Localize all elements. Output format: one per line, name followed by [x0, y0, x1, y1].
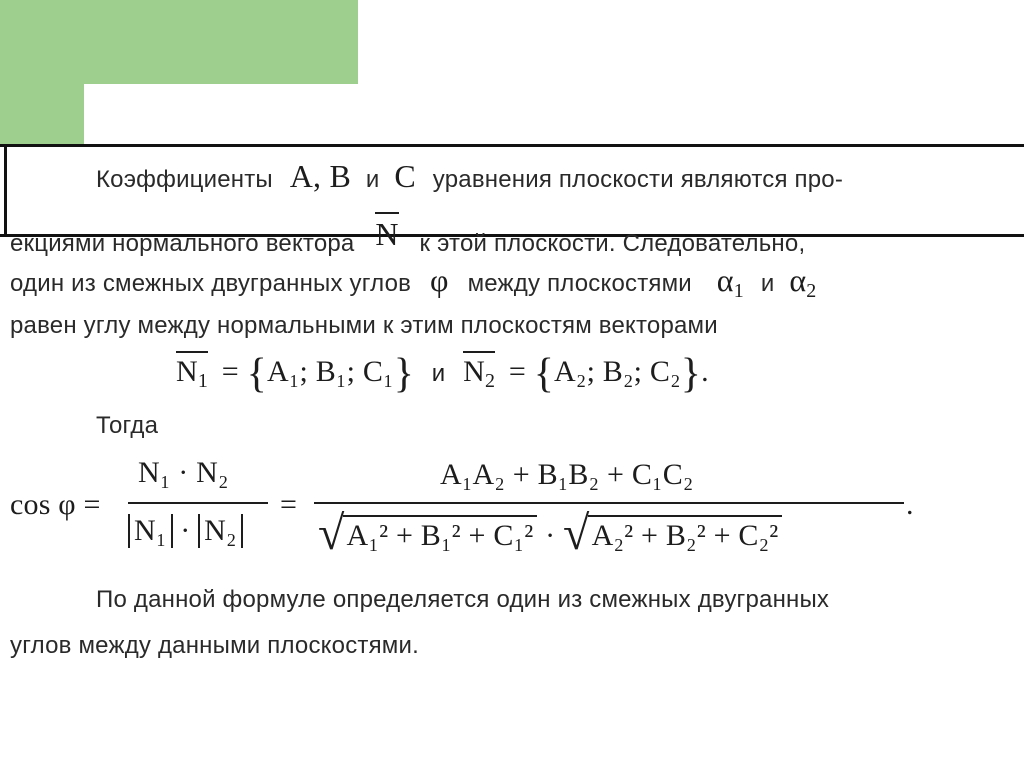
text-consequently: к этой плоскости. Следовательно, [419, 230, 806, 257]
vector-n1-sub: 1 [197, 370, 209, 392]
vector-n1-components: A₁; B₁; C₁ [266, 355, 394, 388]
math-alpha1: α [716, 262, 734, 298]
text-coefficients: Коэффициенты [96, 166, 273, 193]
period1: . [701, 355, 709, 388]
equals2: = [508, 355, 526, 388]
paragraph1-line3 [10, 262, 816, 303]
text-togda: Тогда [96, 412, 159, 439]
sqrt-arg-2: A₂² + B₂² + C₂² [588, 515, 783, 553]
paragraph2-line1: По данной формуле определяется один из смежных двугранных [96, 586, 830, 613]
math-alpha1-sub: 1 [733, 280, 744, 302]
sqrt-icon: √ [318, 507, 345, 560]
text-dihedral: один из смежных двугранных углов [10, 270, 412, 297]
formula-num1: N₁ · N₂ [138, 456, 229, 489]
brace-close-2: } [680, 351, 702, 397]
formula-den2 [318, 506, 782, 561]
paragraph1-line2 [10, 212, 805, 258]
math-c: C [394, 158, 416, 194]
text-between-planes: между плоскостями [467, 270, 692, 297]
abs-n1: N₁ [128, 514, 173, 548]
abs-n2: N₂ [198, 514, 243, 548]
vector-n1 [176, 351, 208, 393]
math-vector-n: N [375, 212, 398, 253]
equals-main: = [280, 488, 298, 521]
brace-open-1: { [246, 351, 267, 397]
sqrt-arg-1: A₁² + B₁² + C₁² [343, 515, 538, 553]
text-and2: и [760, 270, 775, 297]
frame-rule-top [0, 144, 1024, 147]
vector-n1-symbol: N [176, 355, 198, 388]
sqrt-icon: √ [563, 507, 590, 560]
vector-n2-sub: 2 [484, 370, 496, 392]
math-alpha2-sub: 2 [806, 280, 817, 302]
brace-open-2: { [533, 351, 555, 397]
text-and3: и [431, 360, 446, 387]
vector-n2-symbol: N [463, 355, 485, 388]
formula-num2: A₁A₂ + B₁B₂ + C₁C₂ [440, 458, 694, 491]
paragraph1-line4: равен углу между нормальными к этим плоскостям векторами [10, 312, 718, 339]
formula-lhs: cos φ = [10, 488, 101, 521]
vectors-line [176, 350, 709, 398]
brace-close-1: } [393, 351, 415, 397]
fraction-bar-2 [314, 502, 904, 504]
frame-rule-left [4, 144, 7, 237]
vector-n2-components: A₂; B₂; C₂ [554, 355, 681, 388]
math-alpha2: α [789, 262, 807, 298]
text-plane-eq: уравнения плоскости являются про- [432, 166, 844, 193]
fraction-bar-1 [128, 502, 268, 504]
math-ab: A, B [289, 158, 352, 194]
vector-n2 [463, 351, 495, 393]
paragraph1-line1 [96, 158, 843, 195]
dot-operator: · [180, 514, 191, 547]
math-phi: φ [430, 262, 449, 298]
text-normal-vector: екциями нормального вектора [10, 230, 355, 257]
text-and: и [365, 166, 380, 193]
dot-operator-2: · [545, 519, 556, 552]
paragraph2-line2: углов между данными плоскостями. [10, 632, 419, 659]
equals1: = [221, 355, 239, 388]
formula-end: . [906, 488, 914, 521]
formula-den1 [128, 514, 243, 548]
